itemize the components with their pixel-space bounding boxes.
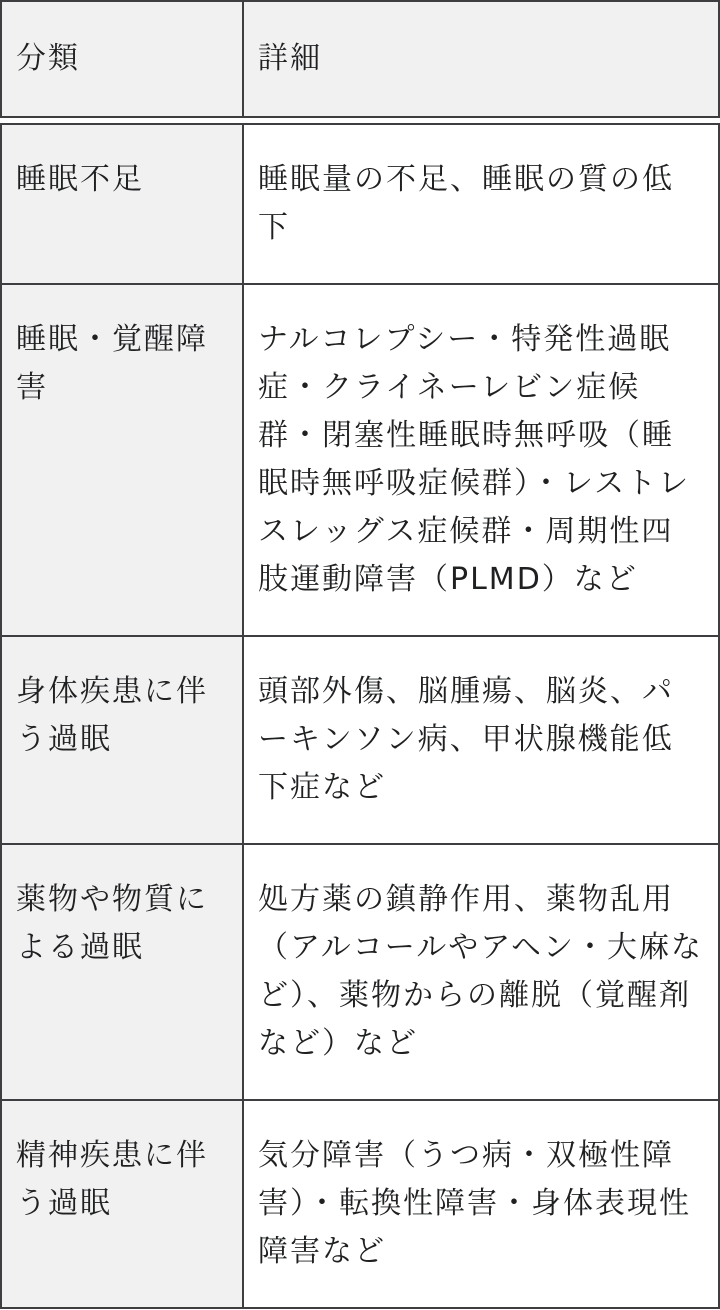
category-cell: 睡眠・覚醒障害 <box>1 284 243 636</box>
detail-cell: 処方薬の鎮静作用、薬物乱用（アルコールやアヘン・大麻など）、薬物からの離脱（覚醒剤など）など <box>243 844 719 1100</box>
table-row <box>1 284 719 636</box>
category-cell: 薬物や物質による過眠 <box>1 844 243 1100</box>
table-rows <box>1 124 719 1308</box>
category-cell: 身体疾患に伴う過眠 <box>1 636 243 844</box>
category-cell: 睡眠不足 <box>1 124 243 284</box>
detail-cell: 睡眠量の不足、睡眠の質の低下 <box>243 124 719 284</box>
table-row <box>1 636 719 844</box>
detail-cell: 気分障害（うつ病・双極性障害）・転換性障害・身体表現性障害など <box>243 1100 719 1308</box>
detail-cell: ナルコレプシー・特発性過眠症・クライネーレビン症候群・閉塞性睡眠時無呼吸（睡眠時無呼吸症候群）・レストレスレッグス症候群・周期性四肢運動障害（PLMD）など <box>243 284 719 636</box>
table-header <box>0 0 720 118</box>
category-cell: 精神疾患に伴う過眠 <box>1 1100 243 1308</box>
table-row <box>1 1100 719 1308</box>
table-row <box>1 844 719 1100</box>
table-body <box>0 123 720 1309</box>
header-row <box>1 1 719 117</box>
column-header-detail: 詳細 <box>243 1 719 117</box>
table-row <box>1 124 719 284</box>
column-header-category: 分類 <box>1 1 243 117</box>
detail-cell: 頭部外傷、脳腫瘍、脳炎、パーキンソン病、甲状腺機能低下症など <box>243 636 719 844</box>
